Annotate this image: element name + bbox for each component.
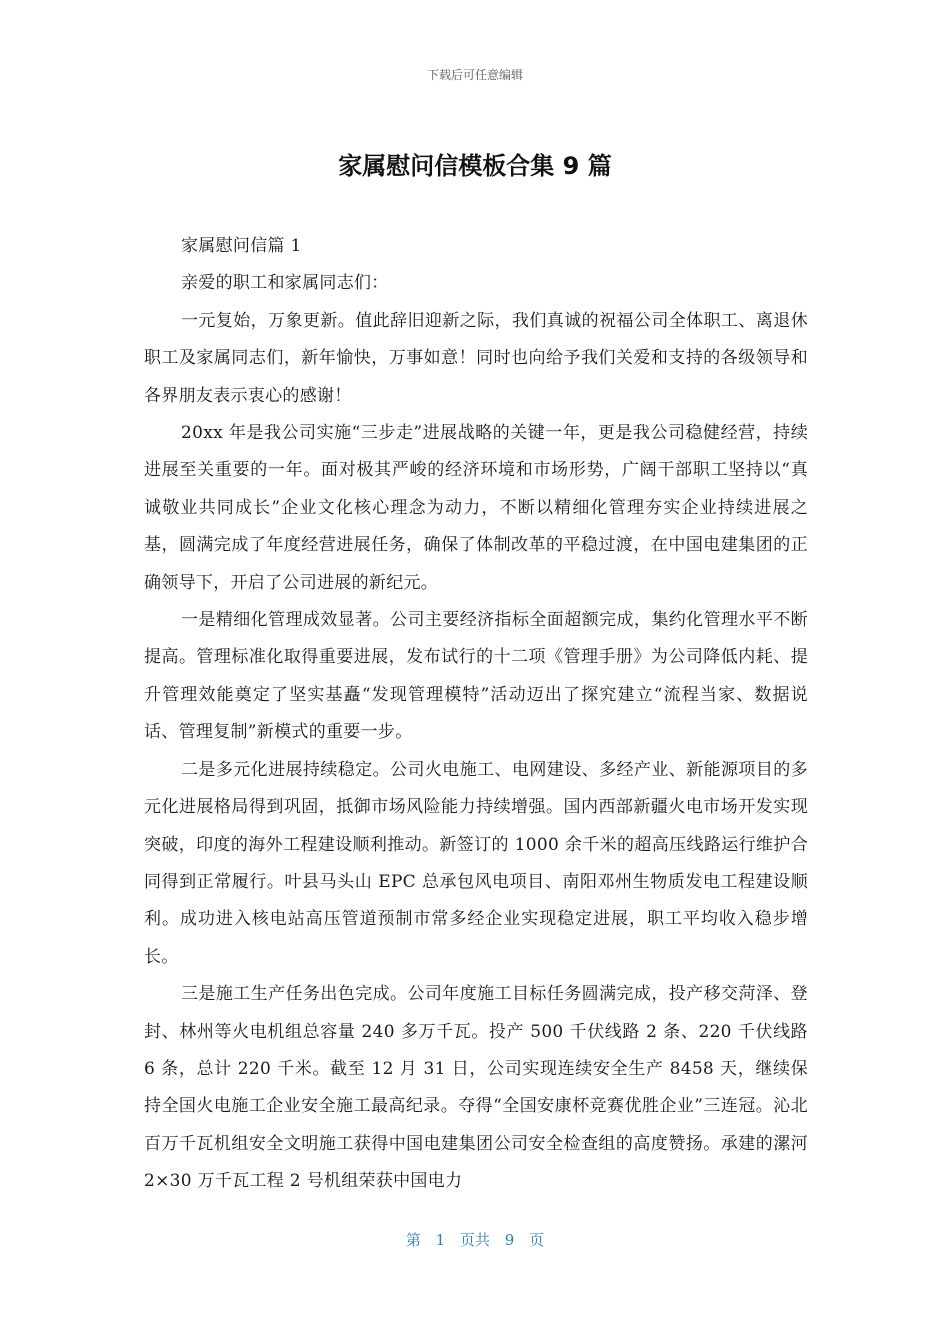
document-title: 家属慰问信模板合集 9 篇 [338, 152, 612, 180]
paragraph: 20xx 年是我公司实施“三步走”进展战略的关键一年，更是我公司稳健经营，持续进展至关重要的一年。面对极其严峻的经济环境和市场形势，广阔干部职工坚持以“真诚敬业共同成长”企业文化核心理念为动力，不断以精细化管理夯实企业持续进展之基，圆满完成了年度经营进展任务，确保了体制改革的平稳过渡，在中国电建集团的正确领导下，开启了公司进展的新纪元。 [144, 423, 808, 593]
page-header-note: 下载后可任意编辑 [426, 68, 523, 82]
salutation: 亲爱的职工和家属同志们： [181, 273, 389, 294]
paragraph: 一元复始，万象更新。值此辞旧迎新之际，我们真诚的祝福公司全体职工、离退休职工及家属同志们，新年愉快，万事如意！同时也向给予我们关爱和支持的各级领导和各界朋友表示衷心的感谢！ [144, 310, 808, 406]
paragraph: 三是施工生产任务出色完成。公司年度施工目标任务圆满完成，投产移交菏泽、登封、林州等火电机组总容量 240 多万千瓦。投产 500 千伏线路 2 条、220 千伏线路 6 条，总计 220 千米。截至 12 月 31 日，公司实现连续安全生产 8458 天，继续保持全国火电施工企业安全施工最高纪录。夺得“全国安康杯竞赛优胜企业”三连冠。沁北百万千瓦机组安全文明施工获得中国电建集团公司安全检查组的高度赞扬。承建的漯河 2×30 万千瓦工程 2 号机组荣获中国电力 [144, 984, 808, 1192]
paragraph: 一是精细化管理成效显著。公司主要经济指标全面超额完成，集约化管理水平不断提高。管理标准化取得重要进展，发布试行的十二项《管理手册》为公司降低内耗、提升管理效能奠定了坚实基矗“发现管理模特”活动迈出了探究建立“流程当家、数据说话、管理复制”新模式的重要一步。 [144, 610, 808, 743]
page-number: 第 1 页共 9 页 [405, 1231, 545, 1249]
document-body [144, 228, 808, 1201]
section-heading: 家属慰问信篇 1 [181, 236, 302, 256]
paragraph: 二是多元化进展持续稳定。公司火电施工、电网建设、多经产业、新能源项目的多元化进展格局得到巩固，抵御市场风险能力持续增强。国内西部新疆火电市场开发实现突破，印度的海外工程建设顺利推动。新签订的 1000 余千米的超高压线路运行维护合同得到正常履行。叶县马头山 EPC 总承包风电项目、南阳邓州生物质发电工程建设顺利。成功进入核电站高压管道预制市常多经企业实现稳定进展，职工平均收入稳步增长。 [144, 759, 808, 967]
